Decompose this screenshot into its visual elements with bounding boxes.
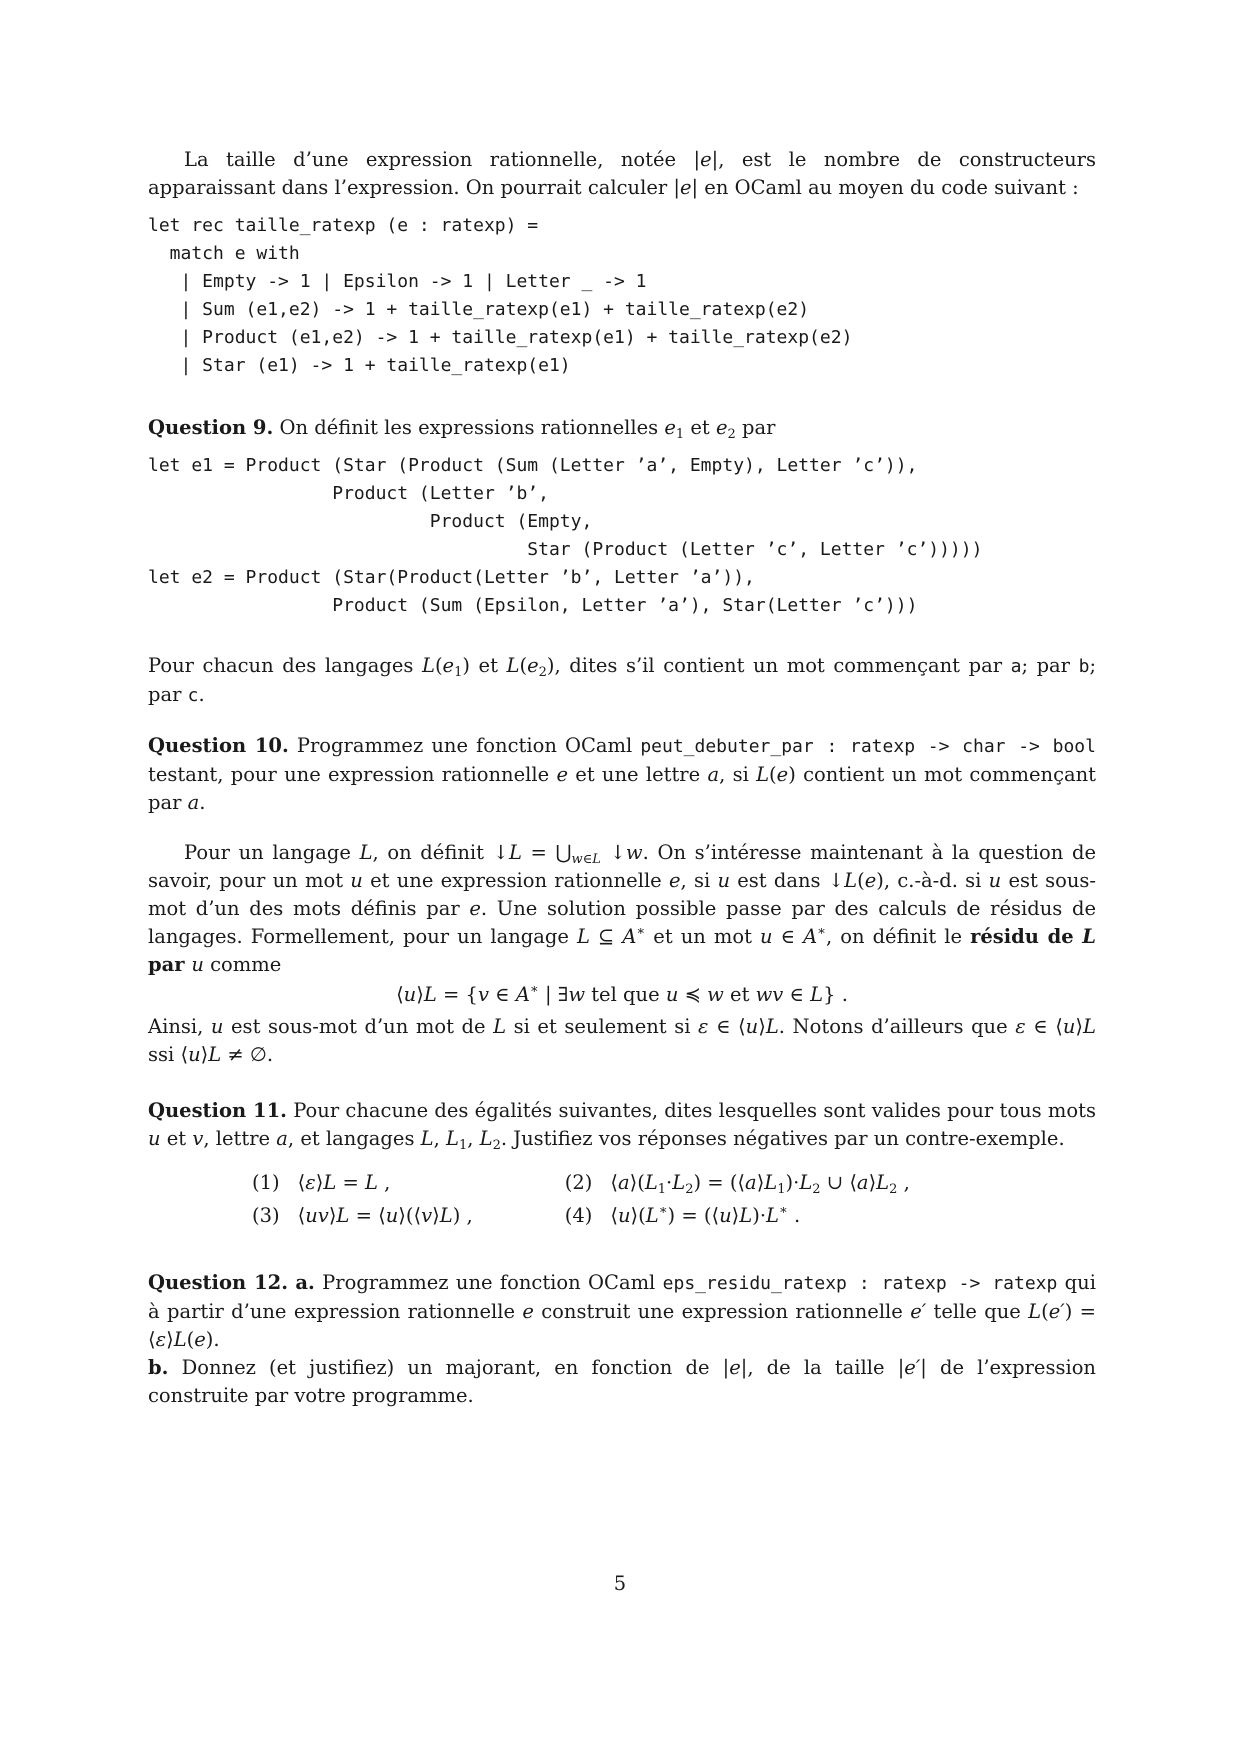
residu-formula: ⟨u⟩L = {v ∈ A∗ | ∃w tel que u ≼ w et wv ∈ L} . [396, 982, 848, 1006]
intro-paragraph [148, 146, 1096, 202]
q12-text: , de la taille [747, 1356, 898, 1379]
q10-text: . [199, 791, 206, 814]
letter-c: c [187, 685, 199, 706]
part-b-label: b. [148, 1356, 169, 1379]
equality-4: ⟨u⟩(L∗) = (⟨u⟩L)·L∗ . [610, 1203, 801, 1227]
intro-text: , est le nombre de constructeurs apparaissant dans l’expression. On pourrait calculer [148, 148, 1096, 199]
residu-definition: Pour un langage L, on définit ↓L = $⋃_{w\in L}$ ↓w. On s’intéresse maintenant à la question de savoir, pour un mot u et une expression rationnelle e, si u est dans ↓L(e), c.-à-d. si u est sous-mot d’un des mots définis par e. Une solution possible passe par des calculs de résidus de langages. Formellement, pour un langage L ⊆ A∗ et un mot u ∈ A∗, on définit le résidu de L par u comme [148, 841, 1097, 976]
q10-text: et une lettre [568, 763, 708, 786]
page-number: 5 [613, 1572, 627, 1595]
residu-text: Pour un langage [184, 841, 360, 864]
equalities-table [252, 1169, 922, 1235]
q10-signature: peut_debuter_par : ratexp -> char -> bool [640, 736, 1096, 757]
question-9: Question 9. On définit les expressions rationnelles $e_1$ et $e_2$ par [148, 416, 776, 442]
residu-text: Ainsi, [148, 1015, 211, 1038]
residu-text: est sous-mot d’un mot de [223, 1015, 494, 1038]
q12-text: qui à partir d’une expression rationnelle [148, 1271, 1096, 1323]
q9-text: . [198, 683, 205, 706]
q11-text: , et langages [287, 1127, 421, 1150]
question-12-label: Question 12. [148, 1271, 289, 1294]
q10-text: contient un mot commençant par [148, 763, 1097, 814]
residu-text: est sous-mot d’un des mots définis par [148, 869, 1096, 920]
q12-text: telle que [926, 1300, 1029, 1323]
residu-remark: Ainsi, u est sous-mot d’un mot de L si et seulement si ε ∈ ⟨u⟩L. Notons d’ailleurs que ε ∈ ⟨u⟩L ssi ⟨u⟩L ≠ ∅. [148, 1015, 1096, 1066]
equality-number: (2) [564, 1171, 593, 1194]
q12-text: Donnez (et justifiez) un majorant, en fonction de [168, 1356, 723, 1379]
residu-text: est dans [730, 869, 828, 892]
code-e1-e2: let e1 = Product (Star (Product (Sum (Letter ’a’, Empty), Letter ’c’)), Product (Letter ’b’, Product (Empty, Star (Product (Letter ’c’, Letter ’c’))))) let e2 = Product (Star(Product(Letter ’b’, Letter ’a’)), Product (Sum (Epsilon, Letter ’a’), Star(Letter ’c’))) [148, 455, 983, 616]
q12-text: de l’expression construite par votre programme. [148, 1356, 1096, 1407]
q9-text: et [469, 654, 507, 677]
formula-text: et [723, 983, 756, 1006]
residu-text: . Une solution possible passe par des calculs de résidus de langages. Formellement, pour un langage [148, 897, 1096, 948]
q12-text: Programmez une fonction OCaml [314, 1271, 663, 1294]
q12-signature: eps_residu_ratexp : ratexp -> ratexp [662, 1273, 1058, 1294]
intro-text: en OCaml au moyen du code suivant : [698, 176, 1079, 199]
q9-text: On définit les expressions rationnelles [273, 416, 665, 439]
q9-text: ; par [1021, 654, 1079, 677]
residu-text: , c.-à-d. si [883, 869, 989, 892]
q9-text: , dites s’il contient un mot commençant par [554, 654, 1011, 677]
intro-text: La taille d’une expression rationnelle, notée [184, 148, 694, 171]
residu-text: , on définit le [826, 925, 971, 948]
question-9-followup: Pour chacun des langages $L(e_1)$ et $L(e_2)$, dites s’il contient un mot commençant par a; par b; par c. [148, 654, 1097, 706]
size-e: |e| [693, 148, 719, 171]
residu-text: , on définit [372, 841, 493, 864]
page-content [148, 148, 1097, 1410]
question-10-label: Question 10. [148, 734, 289, 757]
q9-text: par [735, 416, 776, 439]
question-12: Question 12. a. Programmez une fonction OCaml eps_residu_ratexp : ratexp -> ratexp qui à partir d’une expression rationnelle e construit une expression rationnelle e′ telle que L(e′) = ⟨ε⟩L(e). [148, 1271, 1096, 1351]
residu-text: , si [680, 869, 718, 892]
question-9-label: Question 9. [148, 416, 274, 439]
question-12-b: b. Donnez (et justifiez) un majorant, en fonction de |e|, de la taille |e′| de l’expression construite par votre programme. [148, 1356, 1096, 1407]
equality-1: ⟨ε⟩L = L , [297, 1171, 391, 1194]
residu-text: ssi [148, 1043, 181, 1066]
q10-text: , si [719, 763, 757, 786]
equality-number: (4) [564, 1204, 593, 1227]
residu-text: comme [203, 953, 282, 976]
size-e: |e| [673, 176, 699, 199]
q9-text: et [684, 416, 716, 439]
equality-number: (1) [252, 1171, 280, 1194]
q11-text: et [160, 1127, 193, 1150]
question-11: Question 11. Pour chacune des égalités suivantes, dites lesquelles sont valides pour tous mots u et v, lettre a, et langages L, $L_1$, $L_2$. Justifiez vos réponses négatives par un contre-exemple. [148, 1099, 1096, 1153]
letter-b: b [1078, 656, 1090, 677]
residu-bold: résidu de [970, 925, 1083, 948]
q12-text: construit une expression rationnelle [533, 1300, 911, 1323]
formula-text: tel que [585, 983, 666, 1006]
equality-number: (3) [252, 1204, 280, 1227]
letter-a: a [1010, 656, 1022, 677]
q9-text: ; par [148, 654, 1097, 706]
q10-text: Programmez une fonction OCaml [288, 734, 641, 757]
equality-2: $⟨a⟩(L_1\cdot L_2)$ = $(⟨a⟩L_1)\cdot L_2$ ∪ $⟨a⟩L_2$ , [610, 1171, 910, 1197]
q11-text: Pour chacune des égalités suivantes, dites lesquelles sont valides pour tous mots [286, 1099, 1096, 1122]
residu-text: et un mot [645, 925, 760, 948]
residu-text: . Notons d’ailleurs que [778, 1015, 1016, 1038]
residu-text: si et seulement si [506, 1015, 699, 1038]
q10-text: testant, pour une expression rationnelle [148, 763, 557, 786]
equality-row [252, 1169, 922, 1202]
equality-row [252, 1202, 922, 1235]
residu-text: . [266, 1043, 274, 1066]
residu-text: et une expression rationnelle [362, 869, 669, 892]
q9-text: Pour chacun des langages [148, 654, 422, 677]
code-taille-ratexp: let rec taille_ratexp (e : ratexp) = match e with | Empty -> 1 | Epsilon -> 1 | Letter _ -> 1 | Sum (e1,e2) -> 1 + taille_ratexp(e1) + taille_ratexp(e2) | Product (e1,e2) -> 1 + taille_ratexp(e1) + taille_ratexp(e2) | Star (e1) -> 1 + taille_ratexp(e1) [148, 215, 853, 376]
question-11-label: Question 11. [148, 1099, 287, 1122]
residu-bold: par [148, 953, 192, 976]
question-10: Question 10. Programmez une fonction OCaml peut_debuter_par : ratexp -> char -> bool testant, pour une expression rationnelle e et une lettre a, si L(e) contient un mot commençant par a. [148, 734, 1097, 814]
part-a-label: a. [295, 1271, 315, 1294]
residu-text: . On s’intéresse maintenant à la question de savoir, pour un mot [148, 841, 1097, 892]
q11-text: , lettre [203, 1127, 277, 1150]
equality-3: ⟨uv⟩L = ⟨u⟩(⟨v⟩L) , [297, 1204, 473, 1227]
q11-text: . Justifiez vos réponses négatives par un contre-exemple. [500, 1127, 1065, 1150]
